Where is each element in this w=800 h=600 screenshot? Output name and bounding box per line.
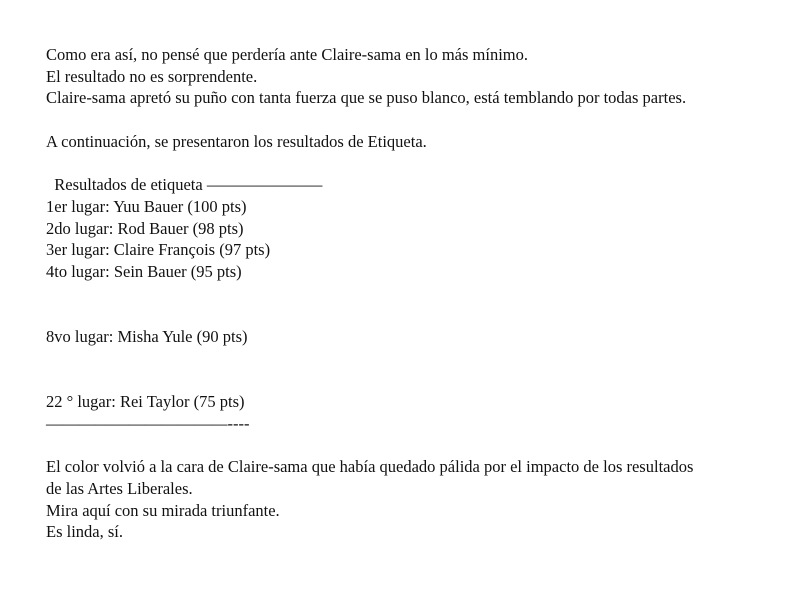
result-entry: 8vo lugar: Misha Yule (90 pts): [46, 327, 248, 347]
result-entry: 1er lugar: Yuu Bauer (100 pts): [46, 196, 247, 216]
text-line: Es linda, sí.: [46, 522, 123, 542]
results-footer: ———————————----: [46, 413, 250, 433]
paragraph-gap: [46, 109, 746, 131]
text-line: Claire-sama apretó su puño con tanta fuerza que se puso blanco, está temblando por todas partes.: [46, 88, 687, 108]
result-entry: 2do lugar: Rod Bauer (98 pts): [46, 218, 244, 238]
paragraph-gap: [46, 348, 746, 391]
paragraph-gap: [46, 283, 746, 326]
paragraph-gap: [46, 435, 746, 457]
text-line: Mira aquí con su mirada triunfante.: [46, 500, 280, 520]
text-line: El resultado no es sorprendente.: [46, 66, 258, 86]
text-line: Como era así, no pensé que perdería ante Claire-sama en lo más mínimo.: [46, 45, 529, 64]
result-entry: 3er lugar: Claire François (97 pts): [46, 240, 271, 260]
text-line: A continuación, se presentaron los resultados de Etiqueta.: [46, 131, 427, 151]
results-header: Resultados de etiqueta ———————: [46, 175, 323, 195]
result-entry: 4to lugar: Sein Bauer (95 pts): [46, 262, 242, 281]
text-line: El color volvió a la cara de Claire-sama que había quedado pálida por el impacto de los resultados de las Artes Liberales.: [46, 457, 694, 498]
paragraph-gap: [46, 153, 746, 175]
result-entry: 22 ° lugar: Rei Taylor (75 pts): [46, 392, 245, 412]
document-body: [46, 44, 746, 543]
